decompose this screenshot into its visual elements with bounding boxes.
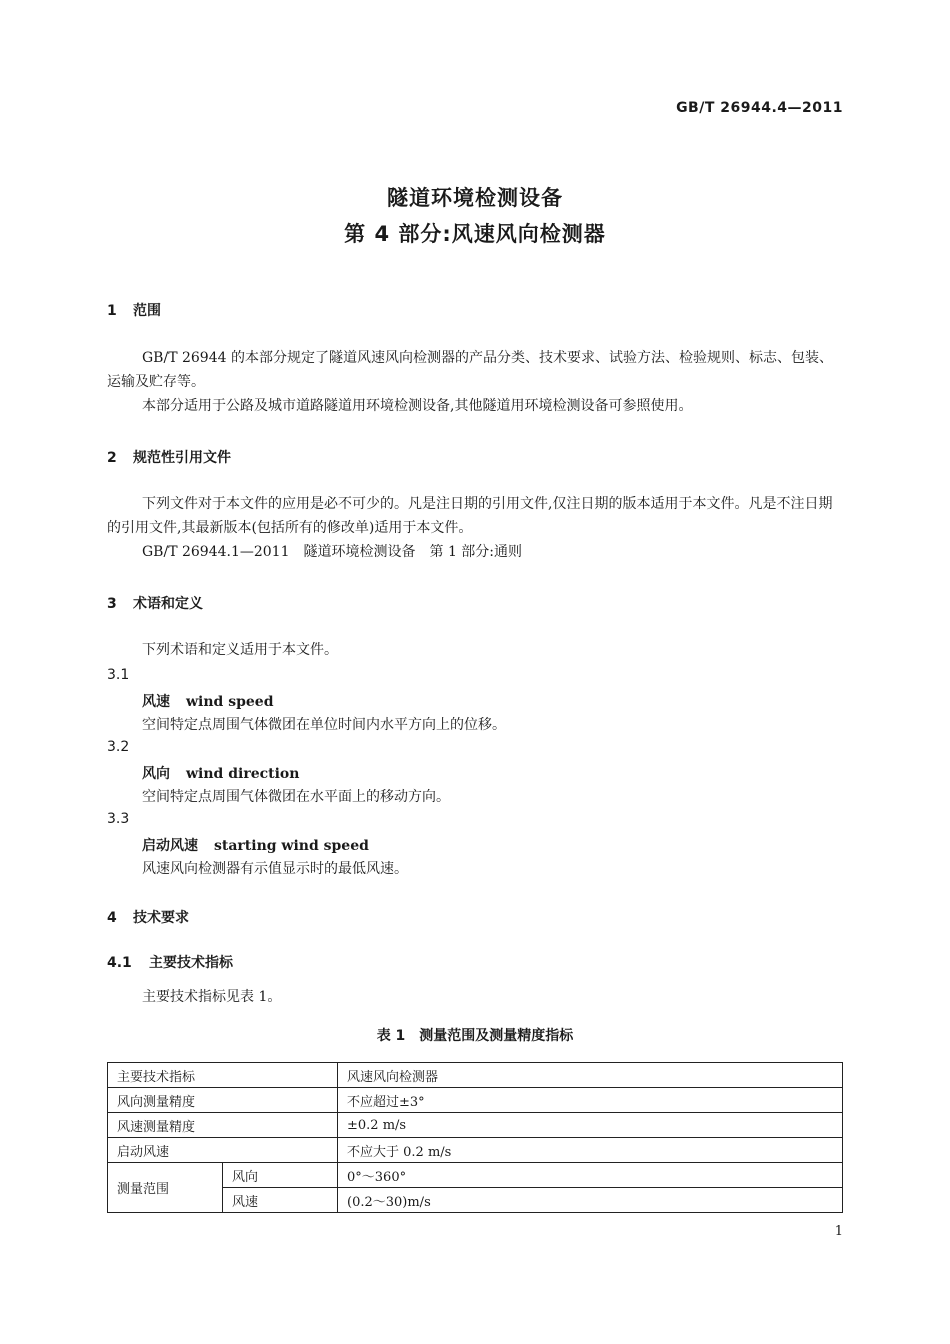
section-heading-4 <box>107 907 189 927</box>
standard-code: GB/T 26944.4—2011 <box>676 100 843 116</box>
table-cell-value: 不应大于 0.2 m/s <box>338 1138 843 1163</box>
table-row <box>108 1113 843 1138</box>
term-entry <box>142 691 274 711</box>
section-number: 3 <box>107 596 117 612</box>
table-cell-label: 风速测量精度 <box>108 1113 338 1138</box>
term-zh: 启动风速 <box>142 838 198 854</box>
section-heading-3 <box>107 593 203 613</box>
subsection-number: 4.1 <box>107 955 132 971</box>
subsection-heading-4-1 <box>107 952 233 972</box>
normative-reference: GB/T 26944.1—2011 隧道环境检测设备 第 1 部分:通则 <box>142 544 523 560</box>
paragraph: 下列术语和定义适用于本文件。 <box>142 642 338 658</box>
table-cell-label: 启动风速 <box>108 1138 338 1163</box>
table-header-row <box>108 1063 843 1088</box>
paragraph: 下列文件对于本文件的应用是必不可少的。凡是注日期的引用文件,仅注日期的版本适用于本文件。凡是不注日期的引用文件,其最新版本(包括所有的修改单)适用于本文件。 <box>107 496 833 536</box>
subsection-title: 主要技术指标 <box>149 955 233 971</box>
section-title: 术语和定义 <box>133 596 203 612</box>
section-title: 技术要求 <box>133 910 189 926</box>
term-definition: 空间特定点周围气体微团在水平面上的移动方向。 <box>142 789 450 805</box>
table-cell-label: 风向测量精度 <box>108 1088 338 1113</box>
section-heading-2 <box>107 447 231 467</box>
paragraph: 主要技术指标见表 1。 <box>142 989 282 1005</box>
document-title: 隧道环境检测设备 <box>387 186 563 210</box>
table-cell-value: 0°～360° <box>338 1163 843 1188</box>
table-caption: 表 1 测量范围及测量精度指标 <box>376 1028 574 1044</box>
page-number: 1 <box>834 1224 843 1239</box>
table-cell-label: 测量范围 <box>108 1163 223 1213</box>
term-number: 3.3 <box>107 811 130 827</box>
section-heading-1 <box>107 300 161 320</box>
term-number: 3.2 <box>107 739 130 755</box>
paragraph: GB/T 26944 的本部分规定了隧道风速风向检测器的产品分类、技术要求、试验方法、检验规则、标志、包装、运输及贮存等。 <box>107 350 833 390</box>
term-definition: 风速风向检测器有示值显示时的最低风速。 <box>142 861 408 877</box>
term-definition: 空间特定点周围气体微团在单位时间内水平方向上的位移。 <box>142 717 506 733</box>
table-row <box>108 1088 843 1113</box>
section-title: 规范性引用文件 <box>133 450 231 466</box>
table-header-cell: 风速风向检测器 <box>338 1063 843 1088</box>
table-header-cell: 主要技术指标 <box>108 1063 338 1088</box>
section-number: 2 <box>107 450 117 466</box>
term-en: wind direction <box>186 766 300 782</box>
term-entry <box>142 835 369 855</box>
term-en: wind speed <box>186 694 274 710</box>
term-number: 3.1 <box>107 667 130 683</box>
term-zh: 风速 <box>142 694 170 710</box>
table-cell-value: (0.2～30)m/s <box>338 1188 843 1213</box>
document-subtitle: 第 4 部分:风速风向检测器 <box>344 222 606 246</box>
table-row <box>108 1163 843 1188</box>
table-cell-value: ±0.2 m/s <box>338 1113 843 1138</box>
term-entry <box>142 763 299 783</box>
table-row <box>108 1138 843 1163</box>
term-en: starting wind speed <box>214 838 369 854</box>
section-title: 范围 <box>133 303 161 319</box>
section-number: 4 <box>107 910 117 926</box>
paragraph: 本部分适用于公路及城市道路隧道用环境检测设备,其他隧道用环境检测设备可参照使用。 <box>142 398 693 414</box>
section-number: 1 <box>107 303 117 319</box>
term-zh: 风向 <box>142 766 170 782</box>
table-cell-sublabel: 风向 <box>223 1163 338 1188</box>
table-cell-value: 不应超过±3° <box>338 1088 843 1113</box>
table-cell-sublabel: 风速 <box>223 1188 338 1213</box>
spec-table <box>107 1062 843 1213</box>
